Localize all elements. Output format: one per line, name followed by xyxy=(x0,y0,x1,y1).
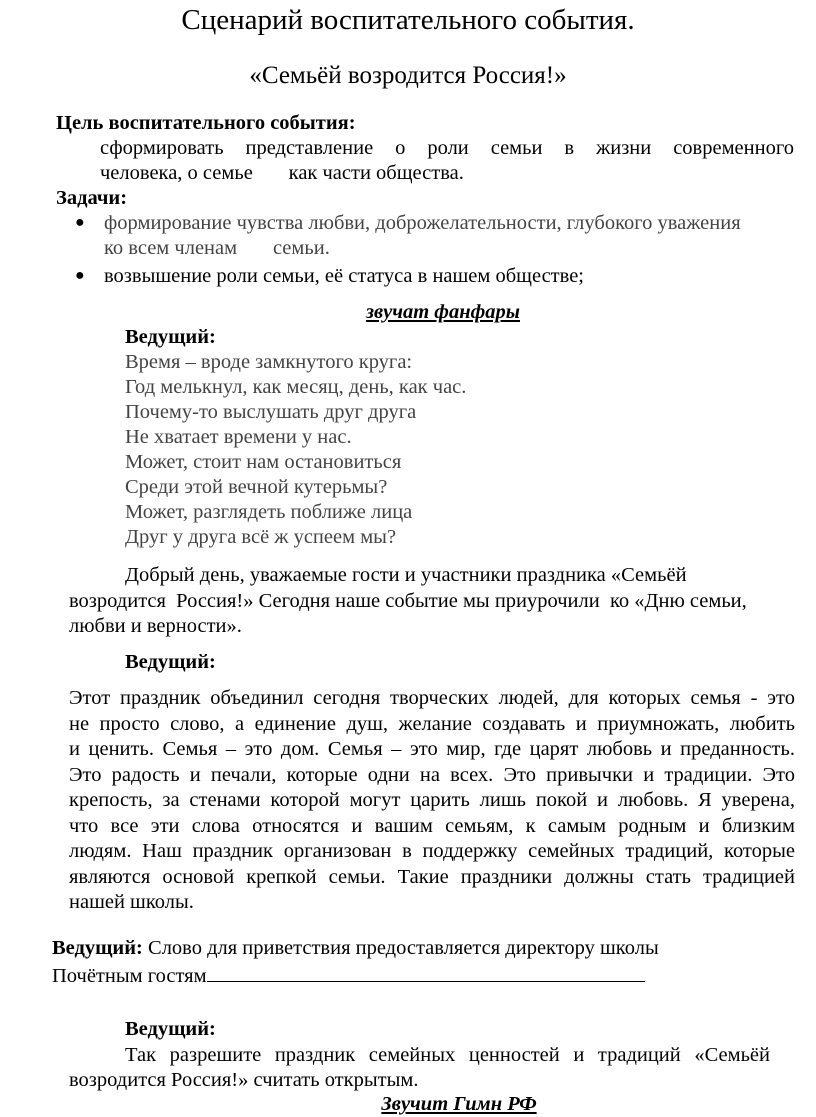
greeting-line: возродится Россия!» Сегодня наше событие мы приурочили ко «Дню семьи, xyxy=(69,590,747,612)
poem-line: Может, стоит нам остановиться xyxy=(125,451,402,473)
speech-line: Это радость и печали, которые одни на всех. Это привычки и традиции. Это xyxy=(69,763,795,786)
document-subtitle: «Семьёй возродится Россия!» xyxy=(249,62,567,89)
task-item-1-line-2: ко всем членам семьи. xyxy=(104,237,330,259)
director-line xyxy=(52,936,659,961)
host-label: Ведущий: xyxy=(125,326,216,348)
anthem-cue: Звучит Гимн РФ xyxy=(381,1093,537,1115)
poem-line: Среди этой вечной кутерьмы? xyxy=(125,476,388,498)
speech-line: что все эти слова относятся и вашим семьям, к самым родным и близким xyxy=(69,814,795,837)
task-item-2-line-1: возвышение роли семьи, её статуса в нашем обществе; xyxy=(104,265,584,287)
host-label: Ведущий: xyxy=(52,937,143,959)
document-title: Сценарий воспитательного события. xyxy=(181,4,635,36)
fanfare-cue: звучат фанфары xyxy=(365,301,521,323)
host-label: Ведущий: xyxy=(125,1018,216,1040)
guests-line xyxy=(52,961,645,989)
speech-line: Этот праздник объединил сегодня творческих людей, для которых семья - это xyxy=(69,687,795,709)
poem-line: Друг у друга всё ж успеем мы? xyxy=(125,526,397,548)
poem-line: Время – вроде замкнутого круга: xyxy=(125,351,413,373)
guests-label: Почётным гостям xyxy=(52,965,207,987)
host-label: Ведущий: xyxy=(125,651,216,673)
director-text: Слово для приветствия предоставляется директору школы xyxy=(142,937,659,959)
greeting-line: Добрый день, уважаемые гости и участники праздника «Семьёй xyxy=(125,564,687,586)
speech-line: и ценить. Семья – это дом. Семья – это мир, где царят любовь и преданность. xyxy=(69,738,795,760)
bullet-icon: ● xyxy=(75,214,85,231)
tasks-label: Задачи: xyxy=(56,187,128,209)
speech-line: являются основой крепкой семьи. Такие праздники должны стать традицией xyxy=(69,865,795,888)
poem-line: Год мелькнул, как месяц, день, как час. xyxy=(125,376,467,398)
guests-blank-line xyxy=(207,961,645,982)
poem-line: Почему-то выслушать друг друга xyxy=(125,401,417,423)
task-item-1-line-1: формирование чувства любви, доброжелательности, глубокого уважения xyxy=(104,212,741,234)
poem-line: Может, разглядеть поближе лица xyxy=(125,501,413,523)
goal-line-1: сформировать представление о роли семьи в жизни современного xyxy=(100,137,794,159)
poem-line: Не хватает времени у нас. xyxy=(125,426,352,448)
goal-line-2: человека, о семье как части общества. xyxy=(100,162,464,184)
speech-line: не просто слово, а единение душ, желание создавать и приумножать, любить xyxy=(69,712,795,735)
speech-line: нашей школы. xyxy=(69,891,194,913)
closing-line: возродится Россия!» считать открытым. xyxy=(69,1069,419,1091)
greeting-line: любви и верности». xyxy=(69,615,242,637)
host-speech xyxy=(69,686,795,916)
goal-label: Цель воспитательного события: xyxy=(56,112,356,134)
speech-line: людям. Наш праздник организован в поддержку семейных традиций, которые xyxy=(69,840,795,862)
bullet-icon: ● xyxy=(75,267,85,284)
speech-line: крепость, за стенами которой могут царить лишь покой и любовь. Я уверена, xyxy=(69,789,795,811)
closing-line: Так разрешите праздник семейных ценностей и традиций «Семьёй xyxy=(125,1044,770,1066)
